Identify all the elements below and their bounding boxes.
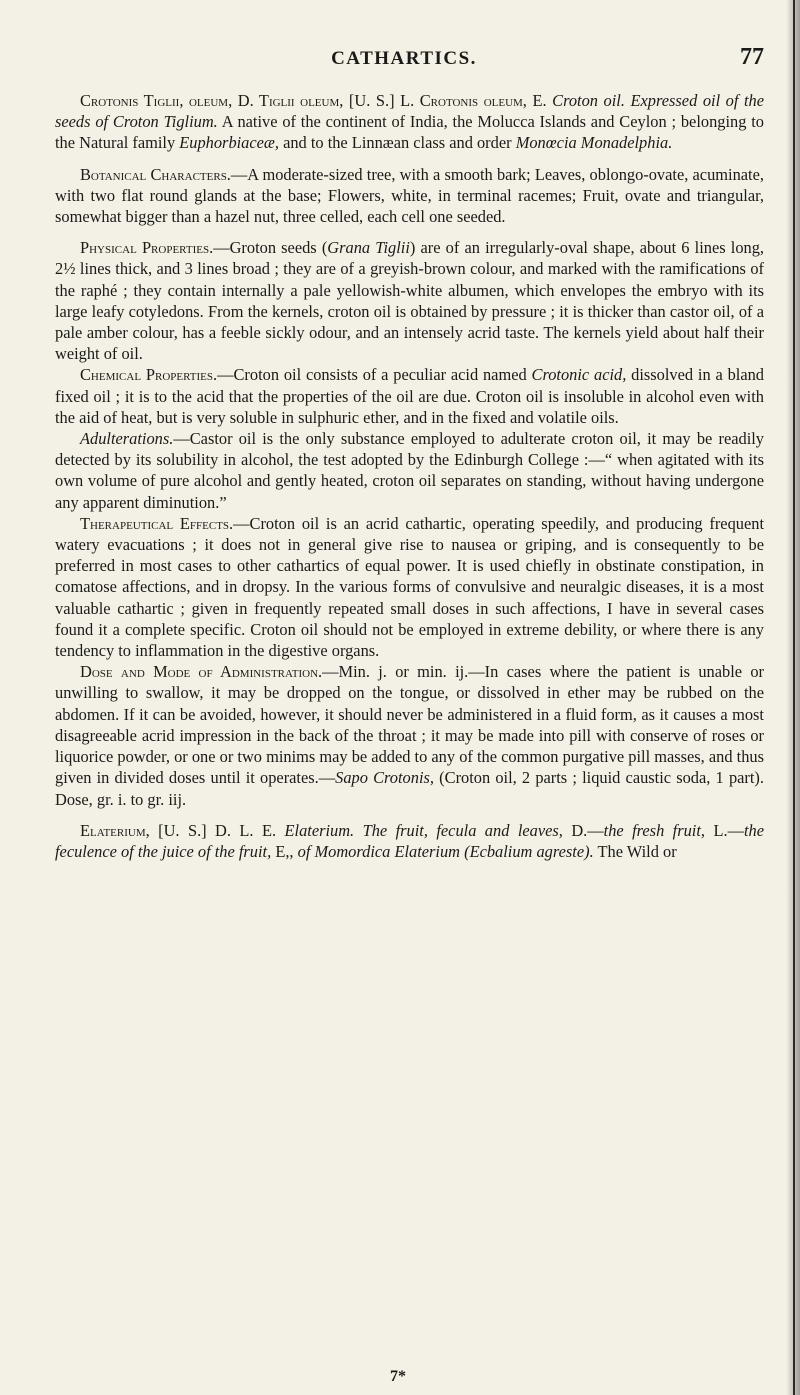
dose-sapo: Sapo Crotonis,	[335, 768, 434, 788]
physical-heading: Physical Properties.	[80, 238, 214, 258]
croton-headword: Crotonis Tiglii, oleum, D. Tiglii oleum, [U. S.] L. Crotonis oleum, E.	[80, 91, 547, 110]
chemical-text-1: —Croton oil consists of a peculiar acid named	[217, 365, 527, 385]
botanical-section	[55, 164, 764, 228]
physical-text-2: ) are of an irregularly-oval shape, about 6 lines long, 2½ lines thick, and 3 lines broad ; they are of a greyish-brown colour, and marked with the ramifications of the raphé ; they contain internally a pale yellowish-white albumen, which envelopes the embryo with its large leafy cotyledons. From the kernels, croton oil is obtained by pressure ; it is thicker than castor oil, of a pale amber colour, has a feeble sickly odour, and an intensely acrid taste. The kernels yield about half their weight of oil.	[55, 238, 765, 364]
therapeutical-heading: Therapeutical Effects.	[80, 513, 234, 533]
elaterium-d-text: the fresh fruit,	[603, 820, 706, 840]
dose-section	[55, 661, 764, 809]
elaterium-l-label: L.—	[713, 820, 744, 840]
elaterium-d-label: D.—	[571, 820, 604, 840]
page-number: 77	[740, 44, 764, 70]
dose-heading: Dose and Mode of Administration.	[80, 662, 323, 682]
croton-order: Monœcia Monadelphia.	[515, 133, 673, 153]
adulterations-section	[55, 428, 764, 513]
running-title: CATHARTICS.	[331, 48, 477, 69]
croton-name: Croton oil.	[552, 91, 625, 110]
chemical-text-2: dissolved in a bland fixed oil ; it is to the acid that the properties of the oil are due. Croton oil is insoluble in alcohol even with the aid of heat, but is very soluble in sulphuric ether, and in the fixed and volatile oils.	[55, 365, 764, 427]
croton-class-text: and to the Linnæan class and order	[283, 133, 512, 153]
botanical-heading: Botanical Characters.	[80, 164, 231, 184]
botanical-text: —A moderate-sized tree, with a smooth bark; Leaves, oblongo-ovate, acuminate, with two flat round glands at the base; Flowers, white, in terminal racemes; Fruit, ovate and triangular, somewhat bigger than a hazel nut, three celled, each cell one seeded.	[55, 164, 764, 227]
elaterium-e-label: E,,	[275, 841, 298, 861]
page-edge-line	[793, 0, 795, 1395]
elaterium-tail: The Wild or	[597, 841, 677, 861]
physical-latin: Grana Tiglii	[327, 238, 410, 258]
dose-text-1: —Min. j. or min. ij.—In cases where the patient is unable or unwilling to swallow, it may be dropped on the tongue, or dissolved in ether may be rubbed on the abdomen. If it can be avoided, however, it should never be administered in a fluid form, as it causes a most disagreeable acrid impression in the back of the throat ; it may be made into pill with conserve of roses or liquorice powder, or one or two minims may be added to any of the common purgative pill masses, and thus given in divided doses until it operates.—	[55, 662, 764, 788]
croton-entry	[55, 90, 764, 154]
croton-origin-text: A native of the continent of India, the Molucca Islands and Ceylon ; belonging to the Natural family	[55, 112, 764, 153]
page-body	[55, 90, 764, 862]
elaterium-l-text: the feculence of the juice of the fruit,	[55, 820, 765, 861]
elaterium-headword: Elaterium, [U. S.] D. L. E.	[80, 820, 277, 840]
elaterium-entry	[55, 820, 764, 862]
signature-mark: 7*	[390, 1368, 406, 1385]
elaterium-e-text: of Momordica Elaterium	[297, 841, 460, 861]
croton-description: Expressed oil of the seeds of Croton Tiglium.	[55, 91, 765, 132]
chemical-section	[55, 364, 764, 428]
adulterations-heading: Adulterations.	[80, 429, 174, 449]
dose-text-2: (Croton oil, 2 parts ; liquid caustic soda, 1 part). Dose, gr. i. to gr. iij.	[55, 768, 764, 809]
running-head	[44, 44, 764, 74]
chemical-acid: Crotonic acid,	[531, 365, 627, 385]
therapeutical-text: —Croton oil is an acrid cathartic, operating speedily, and producing frequent watery evacuations ; it does not in general give rise to nausea or griping, and is consequently to be preferred in most cases to other cathartics of equal power. It is used chiefly in obstinate constipation, in comatose affections, and in dropsy. In the various forms of convulsive and neuralgic diseases, it is a most valuable cathartic ; given in frequently repeated small doses in such affections, I have in several cases found it a complete specific. Croton oil should not be employed in extreme debility, or where there is any tendency to inflammation in the digestive organs.	[55, 513, 765, 661]
croton-family: Euphorbiaceæ,	[179, 133, 279, 153]
physical-text-1: —Groton seeds (	[213, 238, 328, 258]
adulterations-text: —Castor oil is the only substance employed to adulterate croton oil, it may be readily detected by its solubility in alcohol, the test adopted by the Edinburgh College :—“ when agitated with its own volume of pure alcohol and gently heated, croton oil separates on standing, without having undergone any apparent diminution.”	[55, 429, 764, 512]
physical-section	[55, 237, 764, 364]
therapeutical-section	[55, 513, 764, 661]
elaterium-name: Elaterium. The fruit, fecula and leaves,	[284, 820, 563, 840]
chemical-heading: Chemical Properties.	[80, 365, 218, 385]
elaterium-latin: (Ecbalium agreste).	[464, 841, 594, 861]
